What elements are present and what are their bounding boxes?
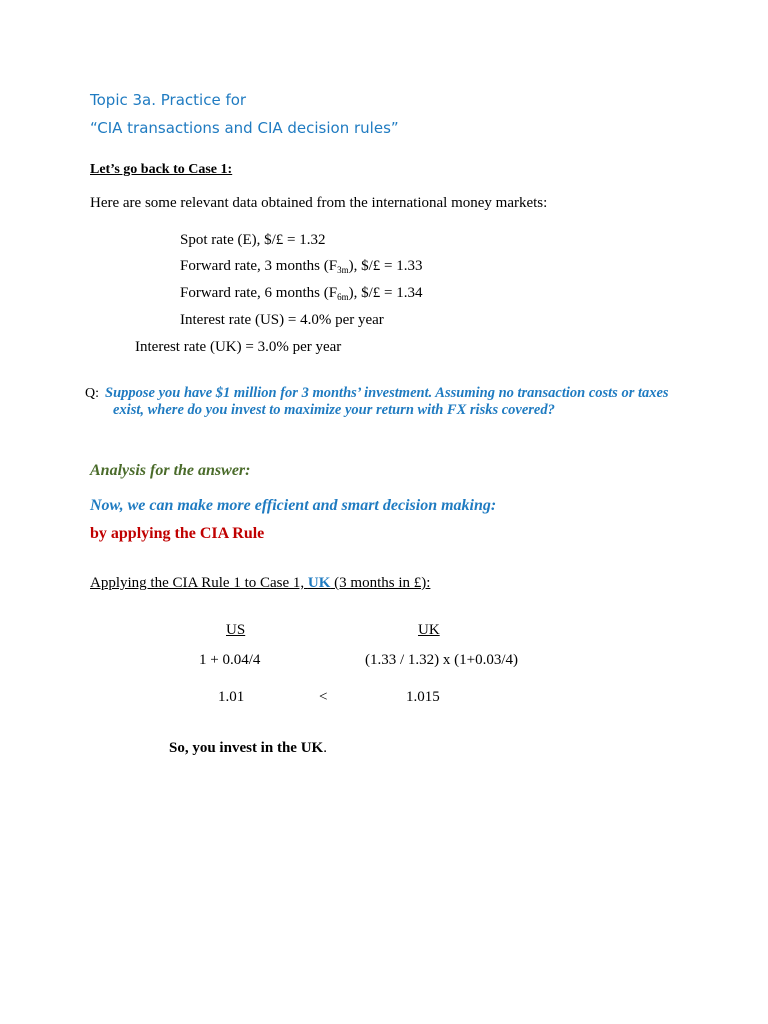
efficient-decision-line: Now, we can make more efficient and smart decision making: (90, 497, 497, 514)
conclusion-period: . (323, 740, 327, 756)
forward-6m-value: ), $/£ = 1.34 (348, 285, 423, 301)
uk-column-header: UK (418, 622, 440, 638)
us-formula: 1 + 0.04/4 (199, 652, 261, 668)
conclusion-text: So, you invest in the UK (169, 740, 324, 756)
us-value: 1.01 (218, 689, 245, 705)
forward-6m-subscript: 6m (337, 292, 349, 302)
question-label: Q: (85, 386, 99, 401)
conclusion (169, 740, 327, 757)
forward-3m-value: ), $/£ = 1.33 (348, 258, 423, 274)
case-heading: Let’s go back to Case 1: (90, 162, 233, 177)
us-column-header: US (226, 622, 246, 638)
forward-6m-line (180, 285, 422, 302)
rule-heading (90, 575, 430, 592)
question-line-1: Suppose you have $1 million for 3 months’ investment. Assuming no transaction costs or taxes (105, 385, 669, 401)
forward-3m-text: Forward rate, 3 months (F (180, 258, 338, 274)
rule-heading-text: Applying the CIA Rule 1 to Case 1, (90, 575, 308, 591)
spot-rate-line: Spot rate (E), $/£ = 1.32 (180, 232, 326, 248)
rule-heading-uk: UK (307, 575, 331, 591)
title-line-2: “CIA transactions and CIA decision rules” (90, 119, 399, 137)
applying-cia-line: by applying the CIA Rule (90, 525, 265, 542)
rule-heading-suffix: (3 months in £): (330, 575, 431, 591)
uk-interest-line: Interest rate (UK) = 3.0% per year (135, 339, 342, 355)
uk-formula: (1.33 / 1.32) x (1+0.03/4) (365, 652, 519, 668)
comparison-operator: < (319, 689, 328, 705)
forward-3m-line (180, 258, 422, 275)
intro-text: Here are some relevant data obtained from the international money markets: (90, 195, 548, 211)
title-line-1: Topic 3a. Practice for (90, 91, 247, 109)
uk-value: 1.015 (406, 689, 440, 705)
forward-3m-subscript: 3m (337, 265, 349, 275)
analysis-heading: Analysis for the answer: (90, 462, 251, 479)
question-line-2: exist, where do you invest to maximize your return with FX risks covered? (113, 402, 555, 418)
us-interest-line: Interest rate (US) = 4.0% per year (180, 312, 384, 328)
forward-6m-text: Forward rate, 6 months (F (180, 285, 338, 301)
